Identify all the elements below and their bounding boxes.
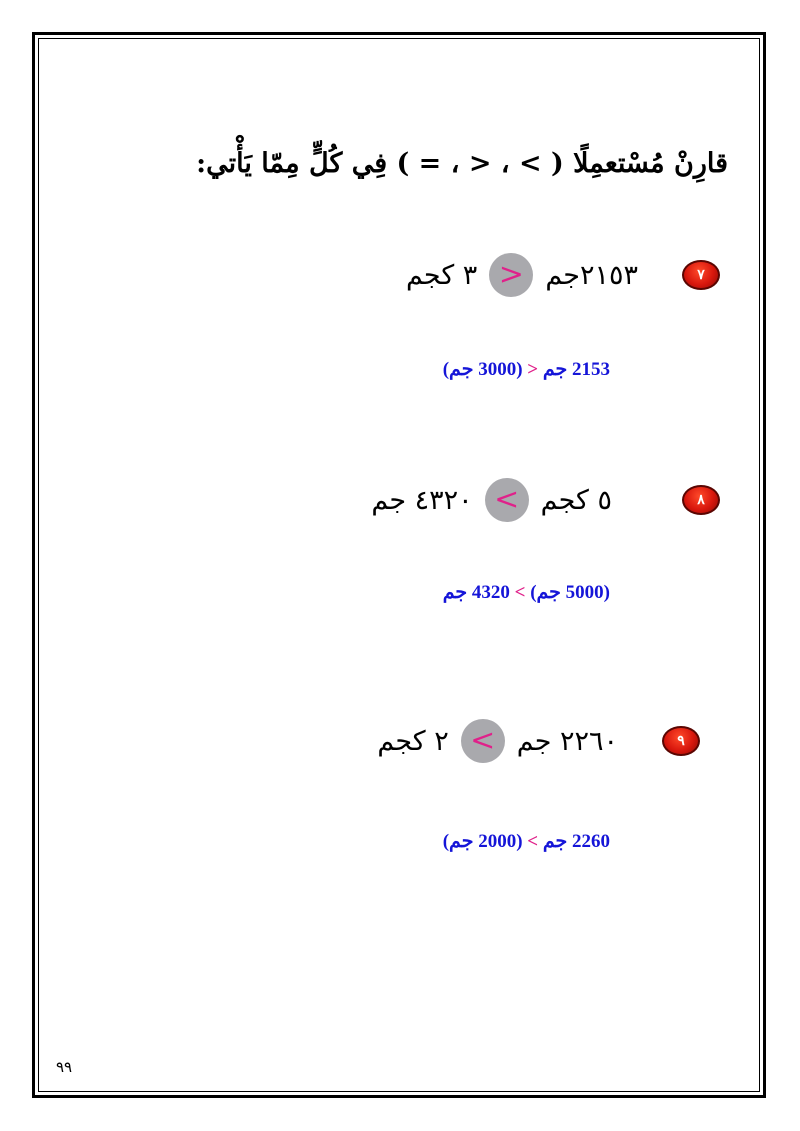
page-border-inner xyxy=(38,38,760,1092)
answer-right: 2153 جم xyxy=(542,359,610,380)
problem-number-badge: ٧ xyxy=(682,260,720,290)
problem-9 xyxy=(377,719,700,763)
answer-operator: > xyxy=(527,831,539,852)
left-quantity: ٢ كجم xyxy=(377,725,449,757)
left-quantity: ٤٣٢٠ جم xyxy=(371,484,473,516)
left-quantity: ٣ كجم xyxy=(405,259,478,291)
comparison-operator: < xyxy=(470,723,496,758)
right-quantity: ٥ كجم xyxy=(540,484,612,516)
answer-left: 4320 جم xyxy=(442,582,510,603)
problem-number-badge: ٨ xyxy=(682,485,720,515)
answer-8 xyxy=(443,581,610,604)
page-number: ٩٩ xyxy=(56,1058,73,1076)
comparison-circle xyxy=(461,719,505,763)
answer-right: 2260 جم xyxy=(542,831,610,852)
answer-right: (5000 جم) xyxy=(530,582,610,603)
problem-8 xyxy=(371,478,720,522)
answer-operator: > xyxy=(514,582,526,603)
answer-9 xyxy=(443,830,610,853)
answer-left: (3000 جم) xyxy=(442,359,523,380)
answer-left: (2000 جم) xyxy=(442,831,523,852)
right-quantity: ٢١٥٣جم xyxy=(545,259,638,291)
answer-operator: < xyxy=(527,359,539,380)
comparison-operator: > xyxy=(498,257,524,292)
comparison-circle xyxy=(485,478,529,522)
problem-number-badge: ٩ xyxy=(662,726,700,756)
comparison-operator: < xyxy=(494,482,520,517)
answer-7 xyxy=(443,358,610,381)
exercise-title: قارِنْ مُسْتعمِلًا ( > ، < ، = ) فِي كُلٍّ مِمّا يَأْتي: xyxy=(196,148,728,179)
problem-7 xyxy=(406,253,720,297)
right-quantity: ٢٢٦٠ جم xyxy=(516,725,618,757)
comparison-circle xyxy=(489,253,533,297)
